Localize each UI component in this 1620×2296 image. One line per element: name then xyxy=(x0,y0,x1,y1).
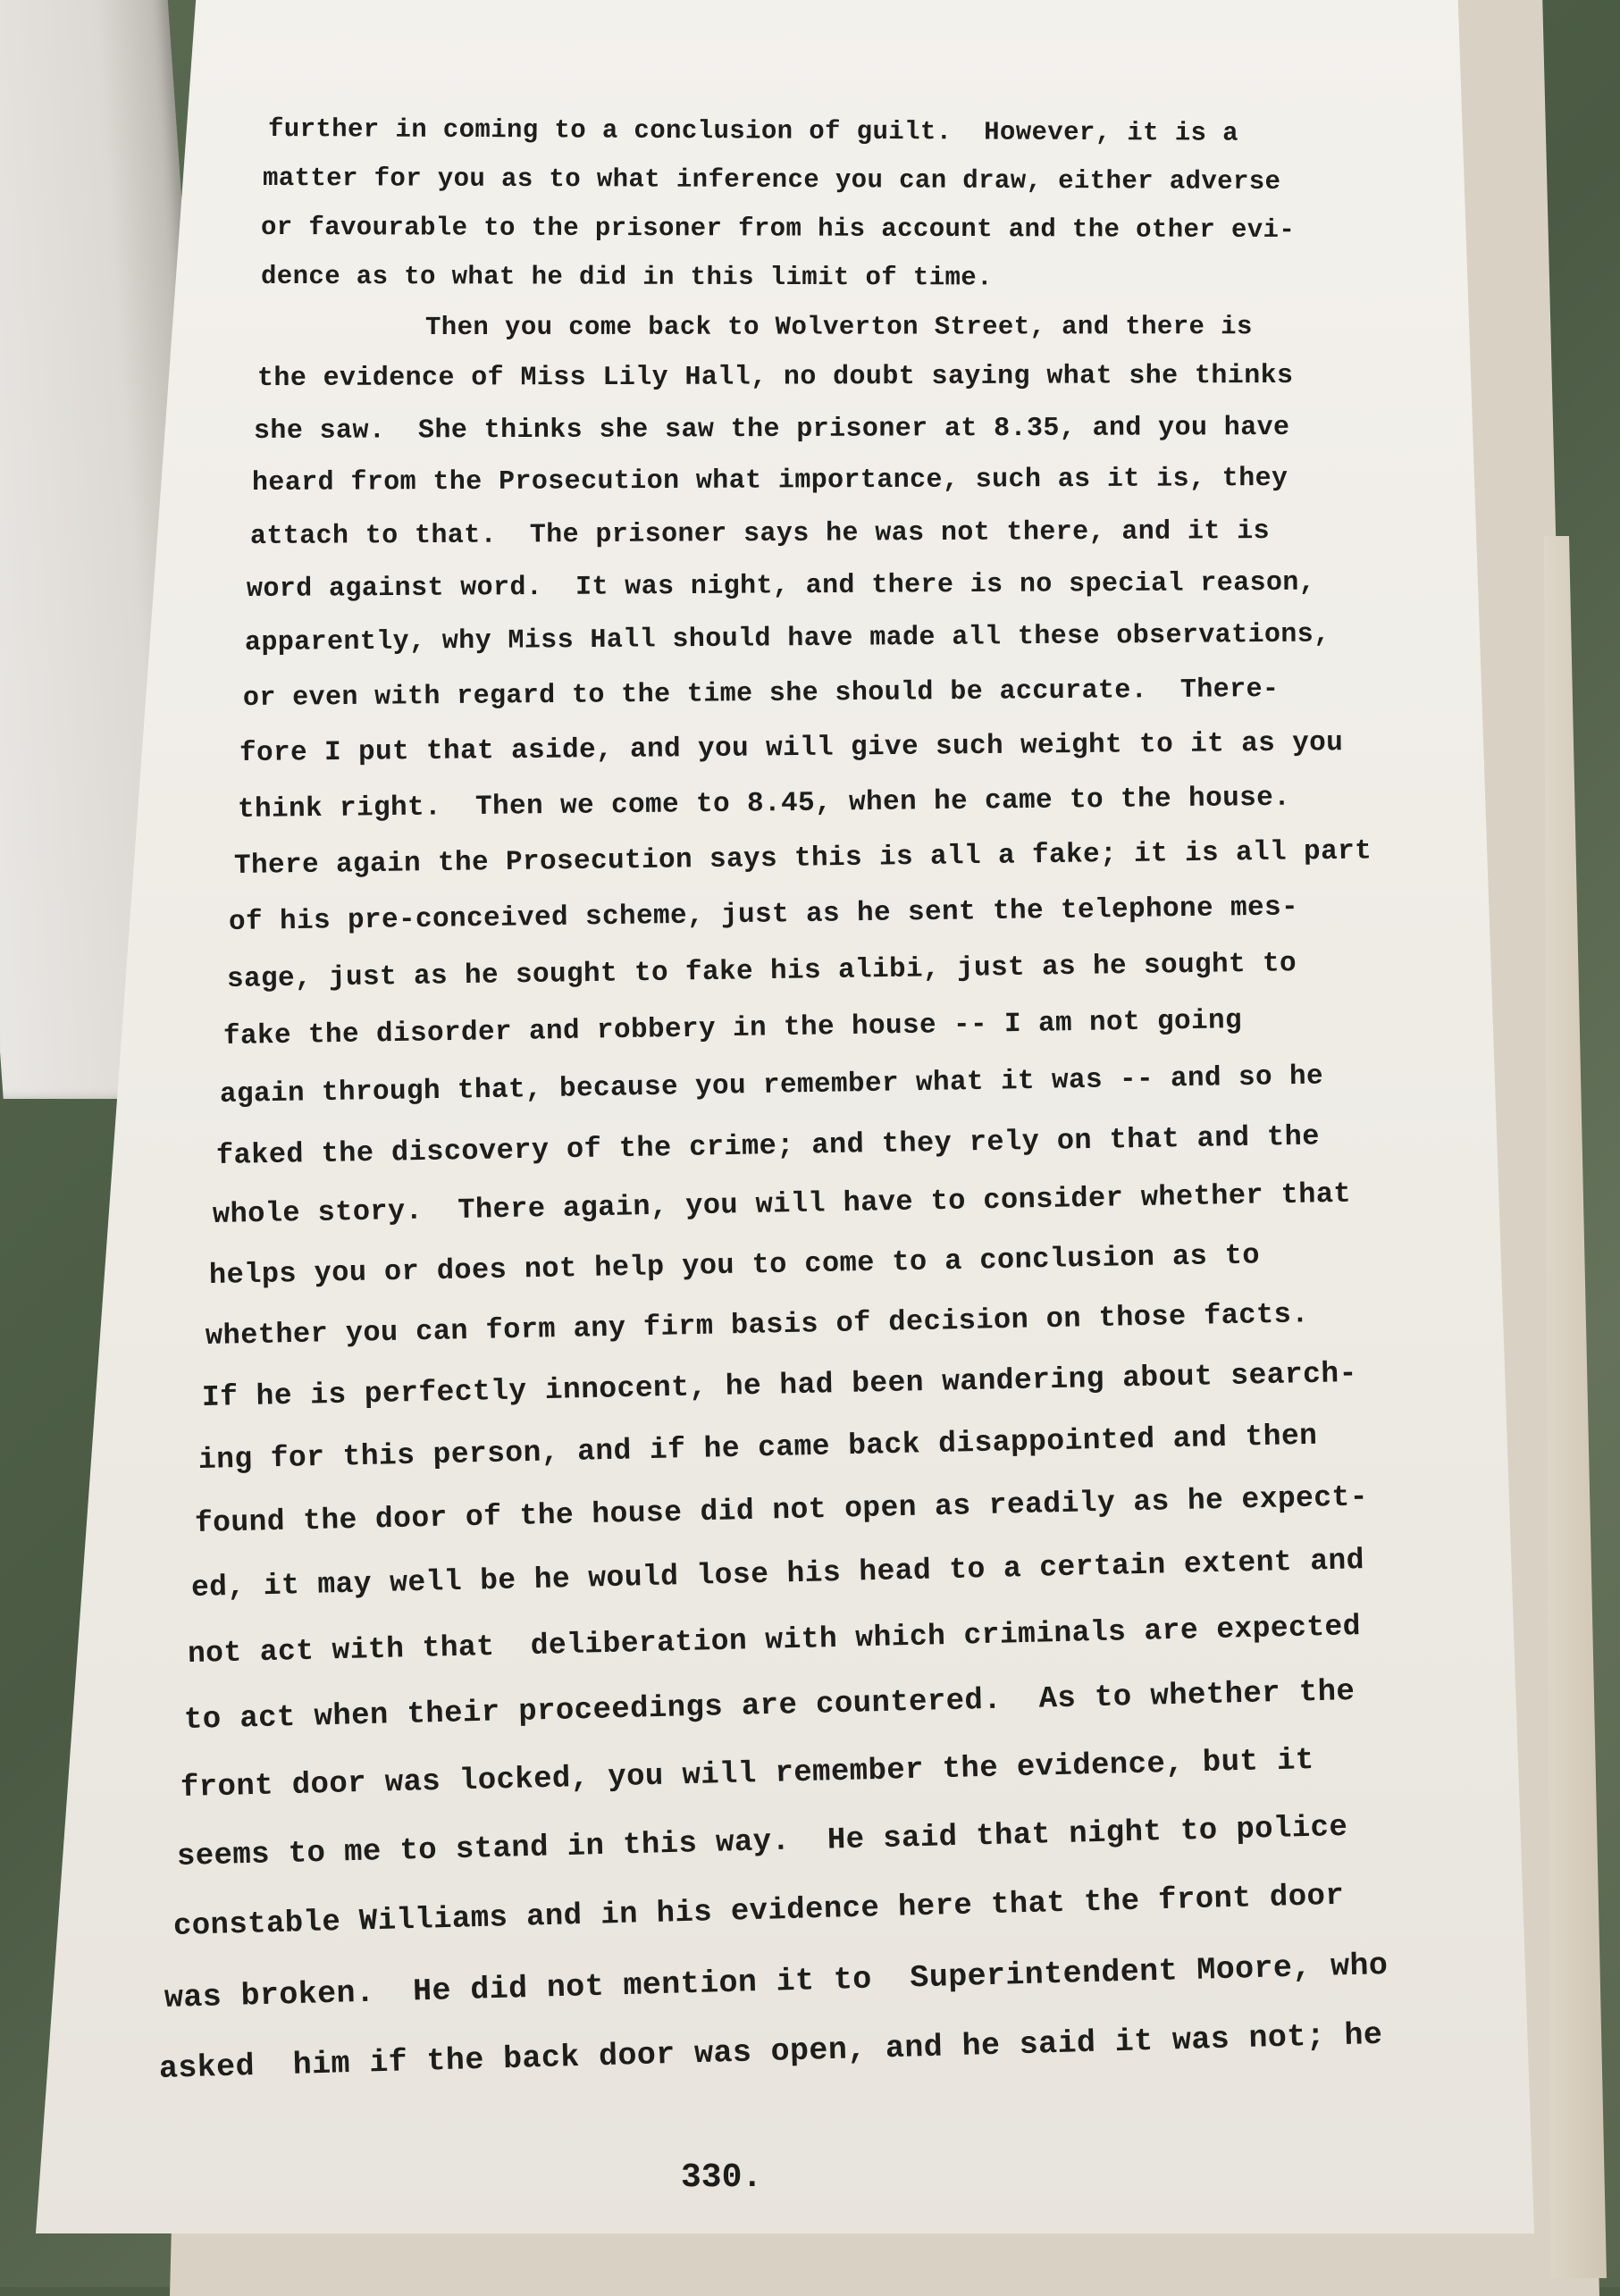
text-line: Then you come back to Wolverton Street, and there is xyxy=(424,312,1253,342)
text-line: not act with that deliberation with which criminals are expected xyxy=(187,1610,1362,1671)
text-line: matter for you as to what inference you can draw, either adverse xyxy=(262,163,1281,197)
text-line: helps you or does not help you to come to a conclusion as to xyxy=(208,1238,1261,1292)
text-line: to act when their proceedings are countered. As to whether the xyxy=(183,1674,1356,1738)
text-line: again through that, because you remember what it was -- and so he xyxy=(219,1060,1324,1110)
text-line: whole story. There again, you will have to consider whether that xyxy=(212,1177,1352,1231)
text-line: think right. Then we come to 8.45, when he came to the house. xyxy=(237,782,1291,825)
page-number: 330. xyxy=(681,2158,763,2197)
text-line: front door was locked, you will remember the evidence, but it xyxy=(180,1744,1315,1806)
text-line: fore I put that aside, and you will give such weight to it as you xyxy=(239,727,1344,769)
text-line: There again the Prosecution says this is all a fake; it is all part xyxy=(233,835,1372,882)
text-line: found the door of the house did not open as readily as he expect- xyxy=(194,1480,1369,1540)
text-line: fake the disorder and robbery in the house -- I am not going xyxy=(222,1005,1243,1052)
text-line: she saw. She thinks she saw the prisoner at 8.35, and you have xyxy=(253,412,1290,447)
text-line: the evidence of Miss Lily Hall, no doubt saying what she thinks xyxy=(256,360,1294,394)
text-line: word against word. It was night, and there is no special reason, xyxy=(246,567,1316,605)
text-line: of his pre-conceived scheme, just as he sent the telephone mes- xyxy=(228,892,1299,938)
text-line: apparently, why Miss Hall should have made all these observations, xyxy=(244,619,1330,658)
text-line: attach to that. The prisoner says he was not there, and it is xyxy=(249,516,1271,552)
text-line: seems to me to stand in this way. He said that night to police xyxy=(176,1810,1348,1874)
text-line: whether you can form any firm basis of decision on those facts. xyxy=(205,1297,1310,1353)
text-line: or even with regard to the time she should be accurate. There- xyxy=(242,674,1280,714)
text-line: asked him if the back door was open, and he said it was not; he xyxy=(158,2016,1383,2087)
text-line: was broken. He did not mention it to Superintendent Moore, who xyxy=(164,1947,1389,2016)
text-line: dence as to what he did in this limit of time. xyxy=(260,262,993,293)
text-line: If he is perfectly innocent, he had been wandering about search- xyxy=(201,1356,1358,1414)
text-line: faked the discovery of the crime; and they rely on that and the xyxy=(215,1119,1321,1172)
text-line: constable Williams and in his evidence here that the front door xyxy=(172,1879,1345,1944)
text-line: further in coming to a conclusion of guilt. However, it is a xyxy=(267,114,1239,148)
text-line: ed, it may well be he would lose his head to a certain extent and xyxy=(190,1544,1365,1605)
text-line: sage, just as he sought to fake his alibi, just as he sought to xyxy=(226,948,1297,995)
text-line: ing for this person, and if he came back disappointed and then xyxy=(197,1419,1318,1477)
text-line: or favourable to the prisoner from his account and the other evi- xyxy=(260,213,1296,246)
text-line: heard from the Prosecution what importance, such as it is, they xyxy=(251,463,1288,499)
